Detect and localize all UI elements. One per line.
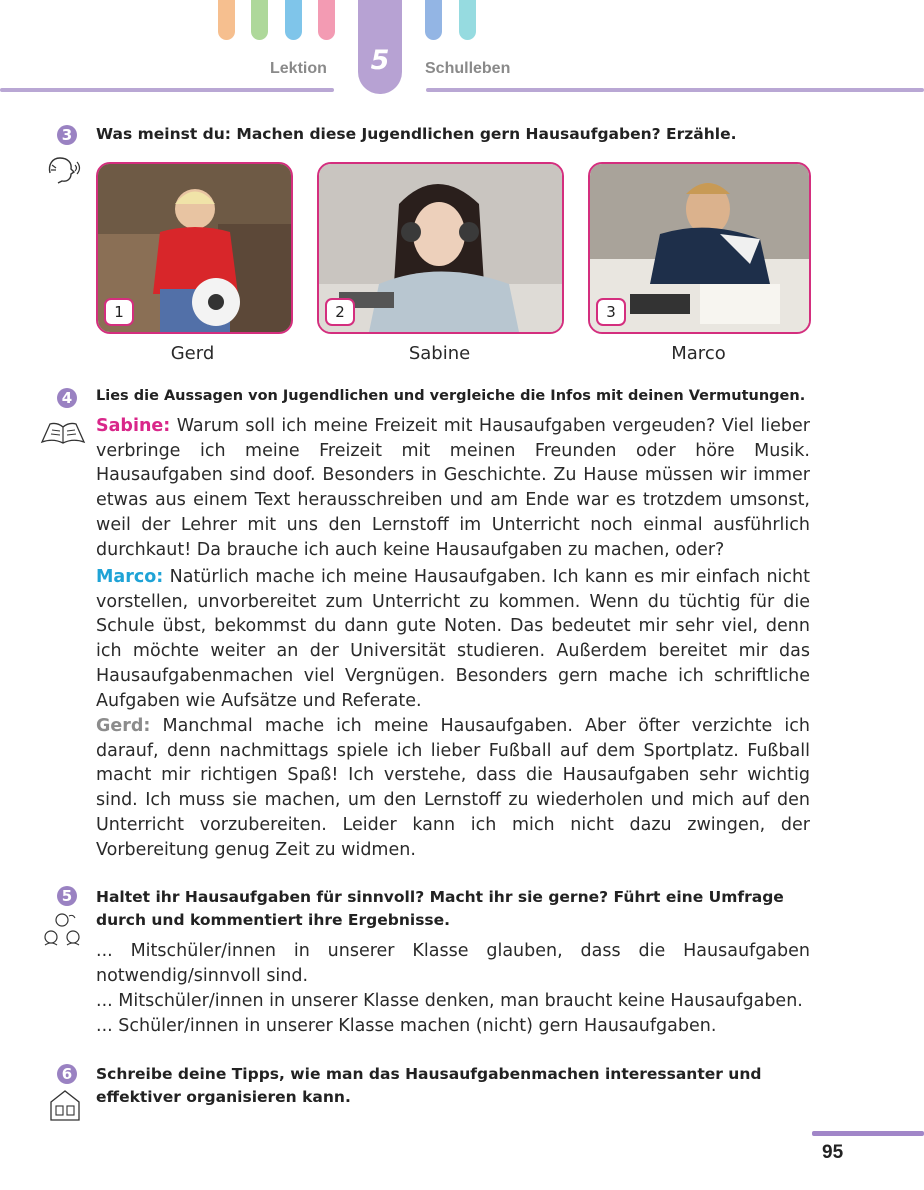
header-rule-right — [426, 88, 924, 92]
statement-gerd — [96, 714, 810, 862]
text-sabine: Warum soll ich meine Freizeit mit Hausaufgaben vergeuden? Viel lieber verbringe ich meine Freizeit mit meinen Freunden oder höre Musik. Hausaufgaben sind doof. Besonders in Geschichte. Zu Hause müssen wir immer etwas aus einem Text herausschreiben und am Ende war es trotzdem umsonst, weil der Lehrer mit uns den Lernstoff im Unterricht noch einmal ausführlich durchkaut! Da brauche ich auch keine Hausaufgaben zu machen, oder? — [96, 416, 810, 560]
exercise-6-number: 6 — [57, 1064, 77, 1084]
statement-sabine — [96, 414, 810, 562]
photo-marco — [588, 162, 811, 334]
exercise-4-task: Lies die Aussagen von Jugendlichen und vergleiche die Infos mit deinen Vermutungen. — [96, 388, 806, 404]
house-writing-icon — [48, 1088, 82, 1126]
photo-number-1: 1 — [104, 298, 134, 326]
lesson-number: 5 — [370, 45, 390, 76]
exercise-5-task: Haltet ihr Hausaufgaben für sinnvoll? Macht ihr sie gerne? Führt eine Umfrage durch und kommentiert ihre Ergebnisse. — [96, 888, 784, 929]
speaker-marco: Marco: — [96, 567, 164, 587]
speaker-gerd: Gerd: — [96, 716, 151, 736]
tab-pink — [318, 0, 335, 40]
tab-green — [251, 0, 268, 40]
page-number: 95 — [822, 1142, 844, 1163]
sabine-photo-image — [319, 164, 562, 332]
text-gerd: Manchmal mache ich meine Hausaufgaben. Aber öfter verzichte ich darauf, denn nachmittags spiele ich lieber Fußball auf dem Sportplatz. Fußball macht mir richtigen Spaß! Ich verstehe, dass die Hausaufgaben sehr wichtig sind. Ich muss sie machen, um den Lernstoff zu wiederholen und mich auf den Unterricht vorzubereiten. Leider kann ich mich nicht dazu zwingen, der Vorbereitung genug Zeit zu widmen. — [96, 716, 810, 860]
statement-marco — [96, 565, 810, 713]
tab-orange — [218, 0, 235, 40]
tab-blue — [285, 0, 302, 40]
photo-sabine — [317, 162, 564, 334]
survey-line-2: ... Mitschüler/innen in unserer Klasse denken, man braucht keine Hausaufgaben. — [96, 991, 803, 1011]
exercise-5-number: 5 — [57, 886, 77, 906]
group-discussion-icon — [42, 912, 86, 952]
photo-number-3: 3 — [596, 298, 626, 326]
lesson-title: Schulleben — [425, 60, 511, 77]
exercise-4-number: 4 — [57, 388, 77, 408]
lesson-number-badge — [358, 0, 402, 94]
exercise-3-number: 3 — [57, 125, 77, 145]
caption-marco: Marco — [671, 343, 726, 364]
speaking-head-icon — [46, 155, 82, 189]
tab-periwinkle — [425, 0, 442, 40]
exercise-3-task: Was meinst du: Machen diese Jugendlichen gern Hausaufgaben? Erzähle. — [96, 125, 737, 143]
photo-gerd — [96, 162, 293, 334]
caption-sabine: Sabine — [408, 343, 471, 364]
header-rule-left — [0, 88, 334, 92]
survey-line-1: ... Mitschüler/innen in unserer Klasse glauben, dass die Hausaufgaben notwendig/sinnvoll sind. — [96, 941, 810, 986]
exercise-6-task: Schreibe deine Tipps, wie man das Hausaufgabenmachen interessanter und effektiver organisieren kann. — [96, 1065, 762, 1106]
photo-number-2: 2 — [325, 298, 355, 326]
lesson-label: Lektion — [270, 60, 327, 77]
caption-gerd: Gerd — [170, 343, 215, 364]
open-book-icon — [40, 418, 86, 450]
survey-line-3: ... Schüler/innen in unserer Klasse machen (nicht) gern Hausaufgaben. — [96, 1016, 717, 1036]
footer-rule — [812, 1131, 924, 1136]
tab-turquoise — [459, 0, 476, 40]
text-marco: Natürlich mache ich meine Hausaufgaben. Ich kann es mir einfach nicht vorstellen, unvorbereitet zum Unterricht zu kommen. Wenn du tüchtig für die Schule übst, bekommst du dann gute Noten. Das bedeutet mir sehr viel, denn ich möchte weiter an der Universität studieren. Außerdem bereitet mir das Hausaufgabenmachen viel Vergnügen. Besonders gern mache ich schriftliche Aufgaben wie Aufsätze und Referate. — [96, 567, 810, 711]
speaker-sabine: Sabine: — [96, 416, 171, 436]
